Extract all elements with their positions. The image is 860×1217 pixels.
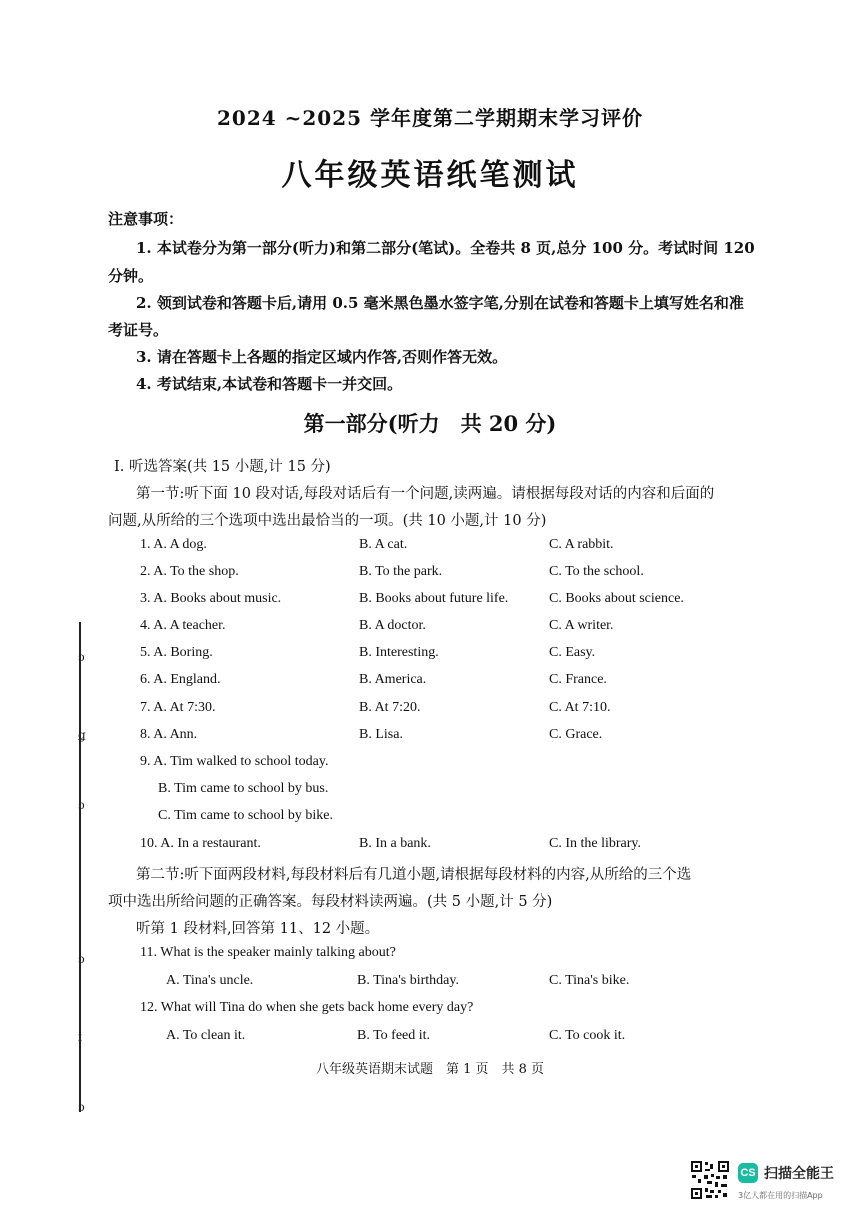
section2-instruction-cont: 项中选出所给问题的正确答案。每段材料读两遍。(共 5 小题,计 5 分): [108, 894, 553, 910]
q11-option-c: C. Tina's bike.: [549, 973, 630, 988]
section-heading: Ⅰ. 听选答案(共 15 小题,计 15 分): [114, 459, 331, 475]
section1-instruction: 第一节:听下面 10 段对话,每段对话后有一个问题,读两遍。请根据每段对话的内容和后面的: [136, 486, 715, 502]
q9-option-c: C. Tim came to school by bike.: [158, 808, 333, 823]
qr-code-icon: [690, 1160, 730, 1200]
q10-option-b: B. In a bank.: [359, 836, 431, 851]
q1-option-c: C. A rabbit.: [549, 537, 614, 552]
q1-option-b: B. A cat.: [359, 537, 408, 552]
q6-option-b: B. America.: [359, 672, 427, 687]
notice-item-3: 3. 请在答题卡上各题的指定区域内作答,否则作答无效。: [136, 348, 508, 366]
q5-option-a: 5. A. Boring.: [140, 645, 213, 660]
q12-option-a: A. To clean it.: [166, 1028, 246, 1043]
binding-mark: ɔ: [78, 650, 85, 664]
q10-option-a: 10. A. In a restaurant.: [140, 836, 261, 851]
notice-heading: 注意事项：: [108, 210, 184, 228]
q8-option-b: B. Lisa.: [359, 727, 403, 742]
q4-option-a: 4. A. A teacher.: [140, 618, 226, 633]
q7-option-c: C. At 7:10.: [549, 700, 611, 715]
q4-option-b: B. A doctor.: [359, 618, 426, 633]
q6-option-a: 6. A. England.: [140, 672, 221, 687]
q5-option-b: B. Interesting.: [359, 645, 439, 660]
binding-mark: ǥ: [78, 728, 86, 742]
scanner-logo-icon: CS: [738, 1163, 758, 1183]
section2-instruction: 第二节:听下面两段材料,每段材料后有几道小题,请根据每段材料的内容,从所给的三个选: [136, 867, 692, 883]
q8-option-a: 8. A. Ann.: [140, 727, 198, 742]
q4-option-c: C. A writer.: [549, 618, 614, 633]
q3-option-a: 3. A. Books about music.: [140, 591, 282, 606]
notice-item-2: 2. 领到试卷和答题卡后,请用 0.5 毫米黑色墨水签字笔,分别在试卷和答题卡上填写姓名和准: [136, 294, 744, 312]
binding-mark: ɔ: [78, 952, 85, 966]
q9-option-a: 9. A. Tim walked to school today.: [140, 754, 329, 769]
scanner-tagline: 3亿人都在用的扫描App: [738, 1191, 823, 1200]
q12-stem: 12. What will Tina do when she gets back home every day?: [140, 1000, 474, 1015]
part-title: 第一部分(听力 共 20 分): [303, 411, 557, 436]
scanner-app-name: 扫描全能王: [764, 1166, 834, 1182]
binding-mark: ɪ: [78, 1030, 82, 1044]
notice-item-1-cont: 分钟。: [108, 267, 154, 285]
notice-item-4: 4. 考试结束,本试卷和答题卡一并交回。: [136, 375, 403, 393]
q6-option-c: C. France.: [549, 672, 607, 687]
section1-instruction-cont: 问题,从所给的三个选项中选出最恰当的一项。(共 10 小题,计 10 分): [108, 513, 547, 529]
q11-option-a: A. Tina's uncle.: [166, 973, 254, 988]
binding-mark: ɔ: [78, 798, 85, 812]
q11-option-b: B. Tina's birthday.: [357, 973, 459, 988]
q12-option-b: B. To feed it.: [357, 1028, 431, 1043]
q1-option-a: 1. A. A dog.: [140, 537, 207, 552]
exam-title: 2024 ~2025 学年度第二学期期末学习评价: [216, 106, 643, 130]
q5-option-c: C. Easy.: [549, 645, 596, 660]
notice-item-2-cont: 考证号。: [108, 321, 169, 339]
q3-option-b: B. Books about future life.: [359, 591, 509, 606]
exam-subtitle: 八年级英语纸笔测试: [281, 158, 579, 193]
material-1-heading: 听第 1 段材料,回答第 11、12 小题。: [136, 921, 380, 937]
q10-option-c: C. In the library.: [549, 836, 642, 851]
q7-option-a: 7. A. At 7:30.: [140, 700, 216, 715]
q7-option-b: B. At 7:20.: [359, 700, 421, 715]
binding-mark: ɔ: [78, 1100, 85, 1114]
q2-option-c: C. To the school.: [549, 564, 644, 579]
notice-item-1: 1. 本试卷分为第一部分(听力)和第二部分(笔试)。全卷共 8 页,总分 100 分。考试时间 120: [136, 239, 755, 257]
q11-stem: 11. What is the speaker mainly talking about?: [140, 945, 396, 960]
q9-option-b: B. Tim came to school by bus.: [158, 781, 329, 796]
q8-option-c: C. Grace.: [549, 727, 603, 742]
q12-option-c: C. To cook it.: [549, 1028, 626, 1043]
q2-option-b: B. To the park.: [359, 564, 443, 579]
q2-option-a: 2. A. To the shop.: [140, 564, 239, 579]
q3-option-c: C. Books about science.: [549, 591, 684, 606]
page-footer: 八年级英语期末试题 第 1 页 共 8 页: [315, 1062, 545, 1077]
